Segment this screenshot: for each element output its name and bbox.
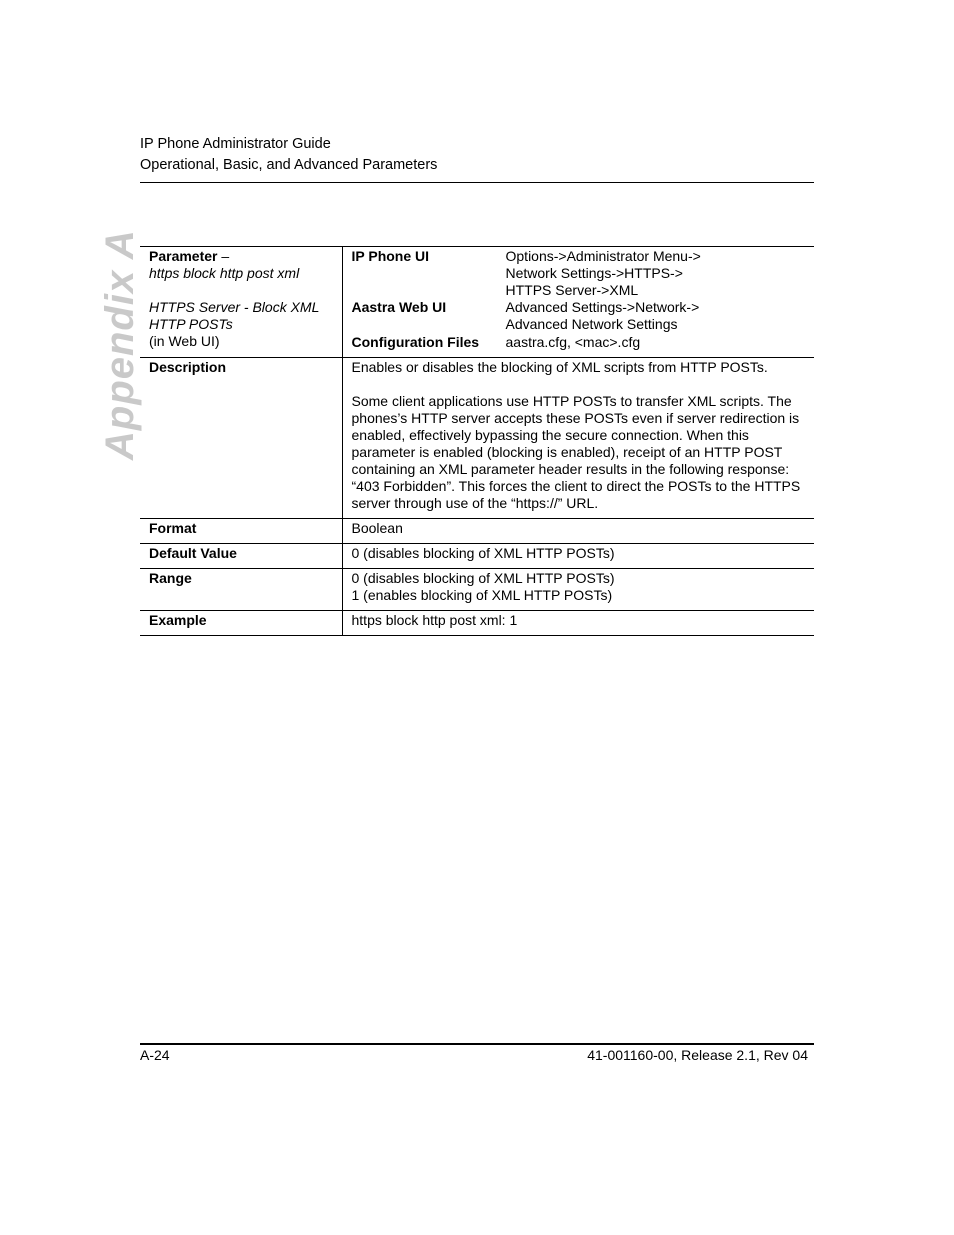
range-cell: [342, 569, 814, 611]
row-label: Example: [140, 611, 342, 636]
location-path-line: Advanced Settings->Network->: [505, 299, 700, 315]
location-path-line: Options->Administrator Menu->: [505, 248, 701, 264]
table-row-description: [140, 358, 814, 519]
range-line: 0 (disables blocking of XML HTTP POSTs): [351, 570, 615, 586]
location-label: Aastra Web UI: [351, 299, 447, 315]
location-ip-phone-ui: [352, 248, 807, 299]
parameter-web-note: (in Web UI): [149, 333, 220, 349]
page-header: [140, 134, 437, 176]
page-number: A-24: [140, 1047, 170, 1063]
table-row-format: [140, 519, 814, 544]
document-id: 41-001160-00, Release 2.1, Rev 04: [587, 1047, 808, 1063]
table-row-parameter: [140, 247, 814, 358]
parameter-dash: –: [217, 248, 230, 264]
table-row-example: [140, 611, 814, 636]
parameter-cell: [140, 247, 342, 358]
location-label: Configuration Files: [351, 334, 480, 350]
table-row-range: [140, 569, 814, 611]
row-label: Range: [140, 569, 342, 611]
row-value: Boolean: [342, 519, 814, 544]
location-path-line: aastra.cfg, <mac>.cfg: [505, 334, 641, 350]
footer-divider: [140, 1043, 814, 1045]
row-value: https block http post xml: 1: [342, 611, 814, 636]
range-line: 1 (enables blocking of XML HTTP POSTs): [351, 587, 613, 603]
row-label: Default Value: [140, 544, 342, 569]
location-path-line: Network Settings->HTTPS->: [505, 265, 683, 281]
description-cell: [342, 358, 814, 519]
location-path-line: HTTPS Server->XML: [505, 282, 639, 298]
location-aastra-web-ui: [352, 299, 807, 333]
description-paragraph: Enables or disables the blocking of XML scripts from HTTP POSTs.: [351, 359, 768, 375]
header-divider: [140, 182, 814, 183]
description-paragraph: Some client applications use HTTP POSTs to transfer XML scripts. The phones’s HTTP server accepts these POSTs even if server redirection is enabled, effectively bypassing the secure connection. When this parameter is enabled (blocking is enabled), receipt of an HTTP POST containing an XML parameter header results in the following response: “403 Forbidden”. This forces the client to direct the POSTs to the HTTPS server through use of the “https://” URL.: [351, 393, 801, 511]
parameter-label: Parameter: [149, 248, 218, 264]
guide-title: IP Phone Administrator Guide: [140, 136, 331, 152]
location-path-line: Advanced Network Settings: [505, 316, 678, 332]
parameter-table: [140, 246, 814, 636]
row-label: Description: [140, 358, 342, 519]
parameter-web-name: HTTPS Server - Block XML HTTP POSTs: [149, 299, 320, 332]
parameter-config-name: https block http post xml: [149, 265, 300, 281]
row-label: Format: [140, 519, 342, 544]
table-row-default-value: [140, 544, 814, 569]
appendix-side-tab: Appendix A: [98, 229, 142, 460]
section-title: Operational, Basic, and Advanced Parameters: [140, 157, 438, 173]
row-value: 0 (disables blocking of XML HTTP POSTs): [342, 544, 814, 569]
location-config-files: [352, 334, 807, 351]
locations-cell: [342, 247, 814, 358]
location-label: IP Phone UI: [351, 248, 430, 264]
